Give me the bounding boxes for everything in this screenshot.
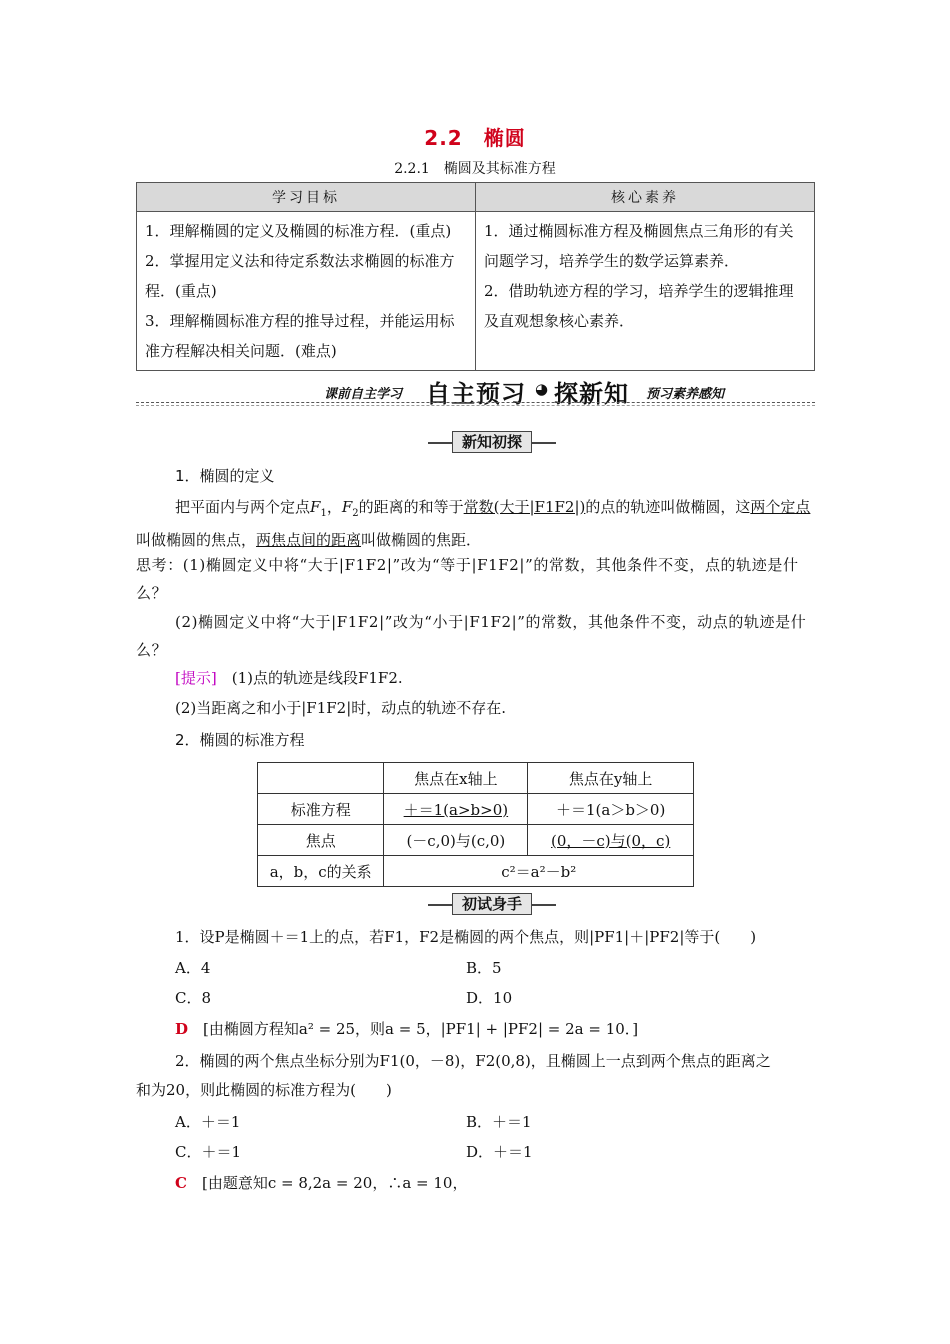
option: D．10	[466, 989, 513, 1007]
answer-letter: D	[175, 1020, 189, 1038]
page-title: 2.2 椭圆	[424, 126, 526, 150]
core-item: 2．借助轨迹方程的学习，培养学生的逻辑推理及直观想象核心素养．	[484, 282, 794, 330]
core-header: 核心素养	[476, 183, 815, 212]
equation-x: ＋＝1(a>b>0)	[403, 800, 509, 819]
divider	[136, 402, 815, 403]
option: C．8	[175, 989, 212, 1007]
banner-title-right: 探新知	[554, 380, 629, 408]
blank-constant: 常数(大于|F1F2|)	[463, 498, 586, 516]
standard-equation-table	[257, 762, 694, 887]
preview-banner	[136, 374, 815, 408]
banner-left-label: 课前自主学习	[324, 387, 403, 402]
foci-x: (－c,0)与(c,0)	[384, 825, 528, 856]
exercise-2-question: 2．椭圆的两个焦点坐标分别为F1(0，－8)，F2(0,8)，且椭圆上一点到两个焦点的距离之	[175, 1052, 771, 1070]
standard-equation-heading: 2．椭圆的标准方程	[175, 731, 305, 749]
row-label: 标准方程	[258, 794, 384, 825]
option: A．4	[175, 959, 211, 977]
banner-arrow-icon: ◕	[535, 380, 549, 398]
row-label: a，b，c的关系	[258, 856, 384, 887]
think-question-2: (2)椭圆定义中将“大于|F1F2|”改为“小于|F1F2|”的常数，其他条件不变，动点的轨迹是什么？	[136, 613, 807, 659]
col-y-axis: 焦点在y轴上	[528, 763, 694, 794]
foci-y: (0，－c)与(0，c)	[551, 831, 671, 850]
hint-label: [提示]	[175, 669, 217, 687]
col-x-axis: 焦点在x轴上	[384, 763, 528, 794]
page-subtitle: 2.2.1 椭圆及其标准方程	[394, 161, 556, 177]
option: D．＋＝1	[466, 1143, 533, 1161]
definition-paragraph: 把平面内与两个定点$F_1$，$F_2$的距离的和等于常数(大于|F1F2|)的点的轨迹叫做椭圆，这两个定点叫做椭圆的焦点，两焦点间的距离叫做椭圆的焦距．	[136, 498, 811, 549]
answer-letter: C	[175, 1174, 187, 1192]
goals-header: 学习目标	[137, 183, 476, 212]
goals-cell	[137, 212, 476, 371]
definition-heading: 1．椭圆的定义	[175, 467, 275, 485]
hint-line: [提示] (1)点的轨迹是线段F1F2.	[175, 669, 403, 687]
blank-two-points: 两个定点	[750, 498, 811, 516]
hint-answer-2: (2)当距离之和小于|F1F2|时，动点的轨迹不存在.	[175, 699, 507, 717]
option: C．＋＝1	[175, 1143, 242, 1161]
core-item: 1．通过椭圆标准方程及椭圆焦点三角形的有关问题学习，培养学生的数学运算素养．	[484, 222, 794, 270]
option: B．＋＝1	[466, 1113, 532, 1131]
exercise-1-question: 1．设P是椭圆＋＝1上的点，若F1，F2是椭圆的两个焦点，则|PF1|＋|PF2|等于( )	[175, 928, 757, 946]
exercise-1-answer: D [由椭圆方程知a² = 25，则a = 5，|PF1| + |PF2| = 2a = 10．]	[175, 1020, 639, 1038]
core-cell	[476, 212, 815, 371]
equation-y: ＋＝1(a＞b＞0)	[528, 794, 694, 825]
abc-relation: c²＝a²－b²	[384, 856, 694, 887]
section-new-knowledge: 新知初探	[428, 431, 556, 453]
banner-right-label: 预习素养感知	[646, 387, 725, 402]
blank-focal-distance: 两焦点间的距离	[256, 531, 362, 549]
section-try-it: 初试身手	[428, 893, 556, 915]
goal-item: 2．掌握用定义法和待定系数法求椭圆的标准方程．(重点)	[145, 252, 455, 300]
think-question-1: 思考：(1)椭圆定义中将“大于|F1F2|”改为“等于|F1F2|”的常数，其他条件不变，点的轨迹是什么？	[136, 556, 799, 602]
exercise-2-question-cont: 和为20，则此椭圆的标准方程为( )	[136, 1081, 392, 1099]
option: A．＋＝1	[175, 1113, 241, 1131]
row-label: 焦点	[258, 825, 384, 856]
goal-item: 3．理解椭圆标准方程的推导过程，并能运用标准方程解决相关问题．(难点)	[145, 312, 455, 360]
goal-item: 1．理解椭圆的定义及椭圆的标准方程．(重点)	[145, 222, 452, 240]
exercise-2-answer: C [由题意知c = 8,2a = 20，∴a = 10，	[175, 1174, 468, 1192]
banner-title-left: 自主预习	[426, 380, 526, 408]
option: B．5	[466, 959, 502, 977]
divider	[136, 405, 815, 406]
goals-table	[136, 182, 815, 371]
